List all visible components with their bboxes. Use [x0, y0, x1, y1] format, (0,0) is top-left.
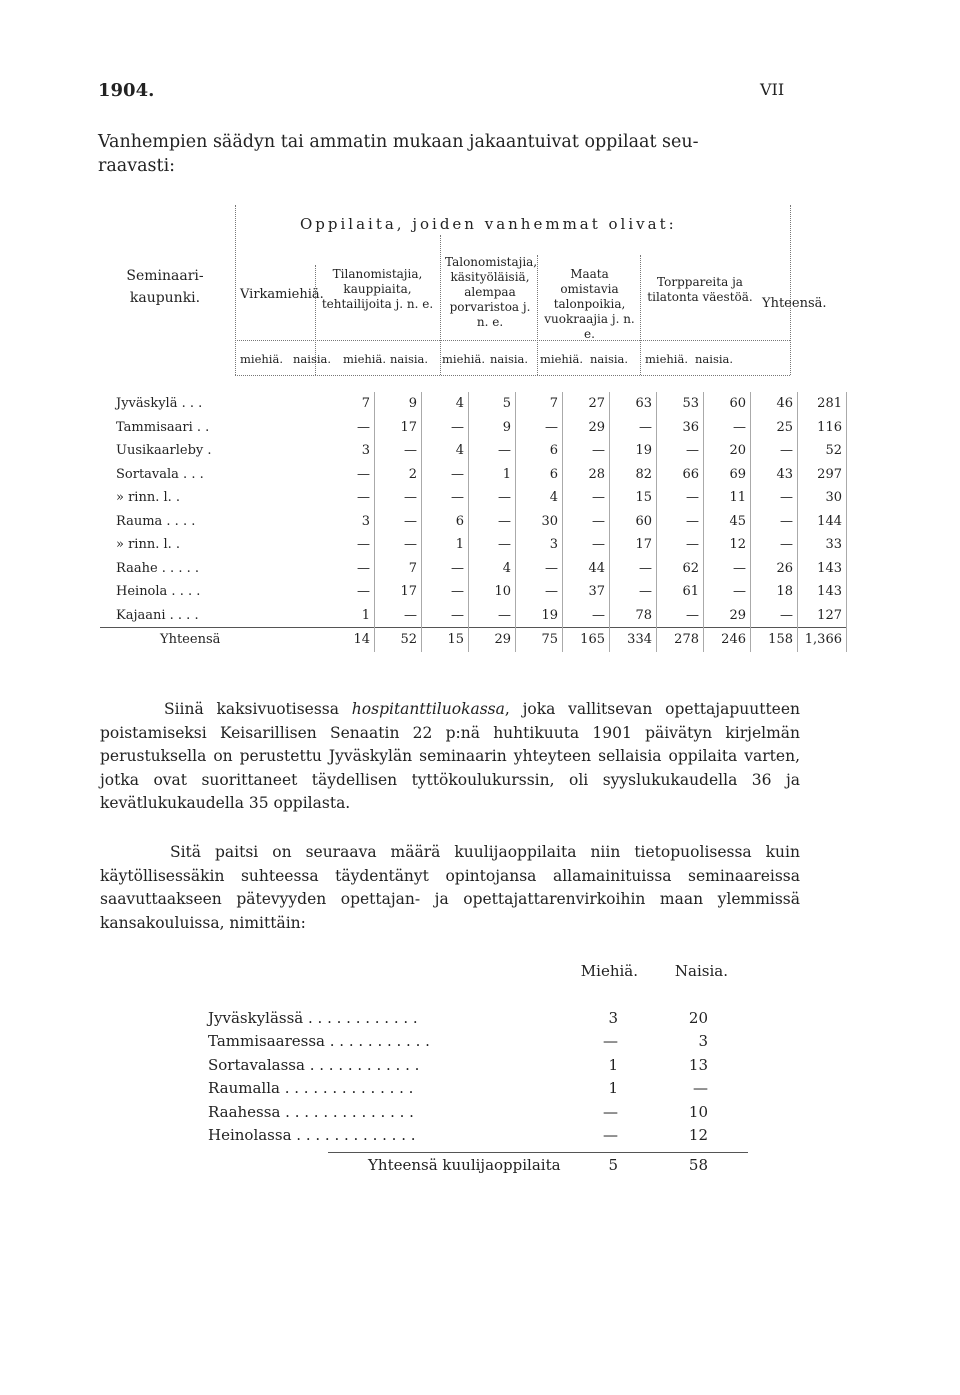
listing-men: — [603, 1126, 618, 1144]
listing-total-label: Yhteensä kuulijaoppilaita [368, 1156, 561, 1174]
listing-men: 3 [608, 1008, 618, 1027]
total-row [100, 628, 847, 652]
sub-women: naisia. [390, 352, 429, 366]
value-cell: — [563, 486, 610, 510]
value-cell: 6 [516, 463, 563, 487]
value-cell: 63 [610, 392, 657, 416]
place-cell: » rinn. l. . [116, 537, 181, 553]
value-cell: — [751, 533, 798, 557]
group-header-1: Virkamiehiä. [240, 287, 324, 302]
listing-label: Heinolassa . . . . . . . . . . . . . [208, 1126, 416, 1144]
value-cell: 17 [375, 580, 422, 604]
value-cell: 78 [610, 604, 657, 628]
table-row [100, 510, 847, 534]
value-cell: — [704, 416, 751, 440]
value-cell: — [328, 463, 375, 487]
value-cell: — [657, 486, 704, 510]
value-cell: 60 [704, 392, 751, 416]
total-cell: 127 [798, 604, 847, 628]
value-cell: 6 [422, 510, 469, 534]
sub-men: miehiä. [343, 352, 386, 366]
value-cell: 165 [563, 628, 610, 652]
listing-row [208, 1126, 728, 1150]
para1-before: Siinä kaksivuotisessa [163, 700, 352, 718]
place-column-header: Seminaari-kaupunki. [126, 268, 204, 306]
sub-women: naisia. [490, 352, 529, 366]
value-cell: — [469, 510, 516, 534]
value-cell: 2 [375, 463, 422, 487]
listing-men: — [603, 1032, 618, 1050]
value-cell: — [610, 580, 657, 604]
listing-women: 10 [688, 1102, 708, 1121]
listing-men: — [603, 1102, 618, 1121]
value-cell: — [422, 580, 469, 604]
group-header-4: Maata omistavia talonpoikia, vuokraajia j. n. e. [544, 267, 635, 341]
value-cell: — [704, 580, 751, 604]
listing-row [208, 1009, 728, 1033]
value-cell: 14 [328, 628, 375, 652]
value-cell: 66 [657, 463, 704, 487]
value-cell: 43 [751, 463, 798, 487]
value-cell: 28 [563, 463, 610, 487]
place-cell: Kajaani . . . . [116, 607, 199, 623]
total-cell: 143 [798, 580, 847, 604]
value-cell: 1 [328, 604, 375, 628]
group-header-2: Tilanomistajia, kauppiaita, tehtailijoita j. n. e. [321, 267, 434, 311]
listing-women: 13 [688, 1055, 708, 1074]
value-cell: 27 [563, 392, 610, 416]
listing [208, 962, 728, 1180]
sub-men: miehiä. [645, 352, 688, 366]
total-cell: 1,366 [798, 628, 847, 652]
place-cell: Yhteensä [100, 628, 328, 652]
value-cell: 44 [563, 557, 610, 581]
table-row [100, 533, 847, 557]
value-cell: 1 [422, 533, 469, 557]
sub-women: naisia. [293, 352, 332, 366]
value-cell: 4 [469, 557, 516, 581]
table-row [100, 463, 847, 487]
total-cell: 52 [798, 439, 847, 463]
value-cell: — [375, 510, 422, 534]
listing-total-men: 5 [608, 1156, 618, 1174]
value-cell: — [516, 580, 563, 604]
listing-label: Raumalla . . . . . . . . . . . . . . [208, 1079, 414, 1097]
value-cell: — [610, 416, 657, 440]
table-row [100, 557, 847, 581]
table-row [100, 604, 847, 628]
total-column-header: Yhteensä. [762, 296, 827, 311]
value-cell: — [751, 439, 798, 463]
value-cell: — [563, 533, 610, 557]
intro-line-1: Vanhempien säädyn tai ammatin mukaan jakaantuivat oppilaat seu- [98, 132, 699, 152]
listing-row [208, 1079, 728, 1103]
listing-row [208, 1056, 728, 1080]
value-cell: 6 [516, 439, 563, 463]
listing-men: 1 [608, 1079, 618, 1097]
place-cell: Uusikaarleby . [116, 443, 212, 459]
total-cell: 144 [798, 510, 847, 534]
value-cell: 11 [704, 486, 751, 510]
value-cell: 5 [469, 392, 516, 416]
value-cell: — [751, 510, 798, 534]
value-cell: — [469, 533, 516, 557]
value-cell: 26 [751, 557, 798, 581]
value-cell: 12 [704, 533, 751, 557]
value-cell: — [563, 604, 610, 628]
value-cell: 19 [516, 604, 563, 628]
place-cell: Sortavala . . . [116, 466, 204, 482]
value-cell: — [657, 510, 704, 534]
value-cell: 158 [751, 628, 798, 652]
value-cell: — [375, 533, 422, 557]
value-cell: — [469, 439, 516, 463]
table-caption: Oppilaita, joiden vanhemmat olivat: [300, 215, 677, 233]
value-cell: 29 [563, 416, 610, 440]
value-cell: — [516, 557, 563, 581]
value-cell: — [469, 604, 516, 628]
value-cell: 37 [563, 580, 610, 604]
value-cell: 60 [610, 510, 657, 534]
value-cell: 1 [469, 463, 516, 487]
listing-women: 20 [688, 1008, 708, 1027]
listing-head-women: Naisia. [674, 962, 728, 980]
value-cell: — [328, 557, 375, 581]
place-cell: Rauma . . . . [116, 513, 196, 529]
listing-women: 3 [698, 1032, 708, 1050]
value-cell: 25 [751, 416, 798, 440]
intro-line-2: raavasti: [98, 156, 176, 176]
value-cell: 52 [375, 628, 422, 652]
value-cell: — [657, 604, 704, 628]
value-cell: 20 [704, 439, 751, 463]
table-row [100, 580, 847, 604]
sub-men: miehiä. [540, 352, 583, 366]
value-cell: — [375, 604, 422, 628]
listing-row [208, 1032, 728, 1056]
value-cell: — [328, 486, 375, 510]
value-cell: 69 [704, 463, 751, 487]
value-cell: 3 [516, 533, 563, 557]
value-cell: — [751, 604, 798, 628]
intro-text [98, 130, 798, 178]
value-cell: — [657, 533, 704, 557]
group-header-3: Talonomistajia, käsityöläisiä, alempaa porvaristoa j. n. e. [445, 255, 538, 329]
table-row [100, 416, 847, 440]
value-cell: — [422, 463, 469, 487]
sub-men: miehiä. [442, 352, 485, 366]
value-cell: 19 [610, 439, 657, 463]
value-cell: — [328, 416, 375, 440]
value-cell: 334 [610, 628, 657, 652]
value-cell: 9 [375, 392, 422, 416]
para1-after: , joka vallitsevan opettajapuutteen poistamiseksi Keisarillisen Senaatin 22 p:nä huhtikuuta 1901 päivätyn kirjelmän perustuksella on perustettu Jyväskylän seminaarin yhteyteen sellaisia oppilaita varten, jotka ovat suorittaneet täydellisen tyttökoulukurssin, oli syyslukukaudella 36 ja kevätlukukaudella 35 oppilasta. [100, 700, 801, 812]
value-cell: — [610, 557, 657, 581]
sub-women: naisia. [695, 352, 734, 366]
listing-label: Jyväskylässä . . . . . . . . . . . . [208, 1008, 418, 1027]
value-cell: — [563, 510, 610, 534]
place-cell: Raahe . . . . . [116, 560, 199, 576]
place-cell: Heinola . . . . [116, 584, 201, 600]
value-cell: 17 [610, 533, 657, 557]
value-cell: — [328, 533, 375, 557]
sub-men: miehiä. [240, 352, 283, 366]
table-row [100, 439, 847, 463]
para2-text: Sitä paitsi on seuraava määrä kuulijaoppilaita niin tietopuolisessa kuin käytöllisessäkin suhteessa täydentänyt opintojansa allamainituissa seminaareissa saavuttaakseen pätevyyden opettajan- ja opettajattarenvirkoihin maan ylemmissä kansakouluissa, nimittäin: [100, 843, 800, 932]
value-cell: — [704, 557, 751, 581]
value-cell: 29 [469, 628, 516, 652]
value-cell: 278 [657, 628, 704, 652]
value-cell: — [563, 439, 610, 463]
total-cell: 30 [798, 486, 847, 510]
value-cell: — [375, 439, 422, 463]
listing-head-men: Miehiä. [580, 962, 638, 980]
value-cell: — [422, 604, 469, 628]
total-cell: 143 [798, 557, 847, 581]
value-cell: 82 [610, 463, 657, 487]
listing-women: — [693, 1079, 708, 1097]
total-cell: 116 [798, 416, 847, 440]
page-number: VII [760, 80, 785, 99]
value-cell: 45 [704, 510, 751, 534]
value-cell: 15 [610, 486, 657, 510]
value-cell: 18 [751, 580, 798, 604]
value-cell: — [751, 486, 798, 510]
value-cell: 10 [469, 580, 516, 604]
value-cell: 3 [328, 439, 375, 463]
page-year: 1904. [98, 80, 155, 101]
listing-women: 12 [688, 1126, 708, 1144]
value-cell: 29 [704, 604, 751, 628]
value-cell: 61 [657, 580, 704, 604]
listing-row [208, 1103, 728, 1127]
value-cell: — [375, 486, 422, 510]
value-cell: 4 [422, 439, 469, 463]
value-cell: 15 [422, 628, 469, 652]
table-row [100, 486, 847, 510]
place-cell: Jyväskylä . . . [116, 396, 203, 412]
value-cell: 46 [751, 392, 798, 416]
group-header-5: Torppareita ja tilatonta väestöä. [647, 275, 753, 304]
value-cell: 7 [375, 557, 422, 581]
para1-italic: hospitanttiluokassa [351, 700, 505, 718]
total-cell: 281 [798, 392, 847, 416]
value-cell: 9 [469, 416, 516, 440]
value-cell: — [422, 416, 469, 440]
value-cell: 17 [375, 416, 422, 440]
value-cell: 4 [516, 486, 563, 510]
value-cell: — [516, 416, 563, 440]
paragraph-1 [100, 698, 800, 816]
value-cell: 7 [516, 392, 563, 416]
value-cell: 246 [704, 628, 751, 652]
place-cell: » rinn. l. . [116, 490, 181, 506]
value-cell: 62 [657, 557, 704, 581]
value-cell: 4 [422, 392, 469, 416]
value-cell: 7 [328, 392, 375, 416]
listing-label: Raahessa . . . . . . . . . . . . . . [208, 1102, 414, 1121]
value-cell: — [657, 439, 704, 463]
data-table [100, 392, 847, 652]
value-cell: 75 [516, 628, 563, 652]
total-cell: 297 [798, 463, 847, 487]
value-cell: 53 [657, 392, 704, 416]
value-cell: 36 [657, 416, 704, 440]
listing-label: Tammisaaressa . . . . . . . . . . . [208, 1032, 430, 1050]
value-cell: 30 [516, 510, 563, 534]
value-cell: 3 [328, 510, 375, 534]
value-cell: — [328, 580, 375, 604]
value-cell: — [422, 557, 469, 581]
place-cell: Tammisaari . . [116, 419, 210, 435]
value-cell: — [422, 486, 469, 510]
total-cell: 33 [798, 533, 847, 557]
listing-total-women: 58 [688, 1156, 708, 1174]
listing-label: Sortavalassa . . . . . . . . . . . . [208, 1055, 420, 1074]
value-cell: — [469, 486, 516, 510]
listing-men: 1 [608, 1055, 618, 1074]
table-row [100, 392, 847, 416]
paragraph-2 [100, 841, 800, 935]
sub-women: naisia. [590, 352, 629, 366]
